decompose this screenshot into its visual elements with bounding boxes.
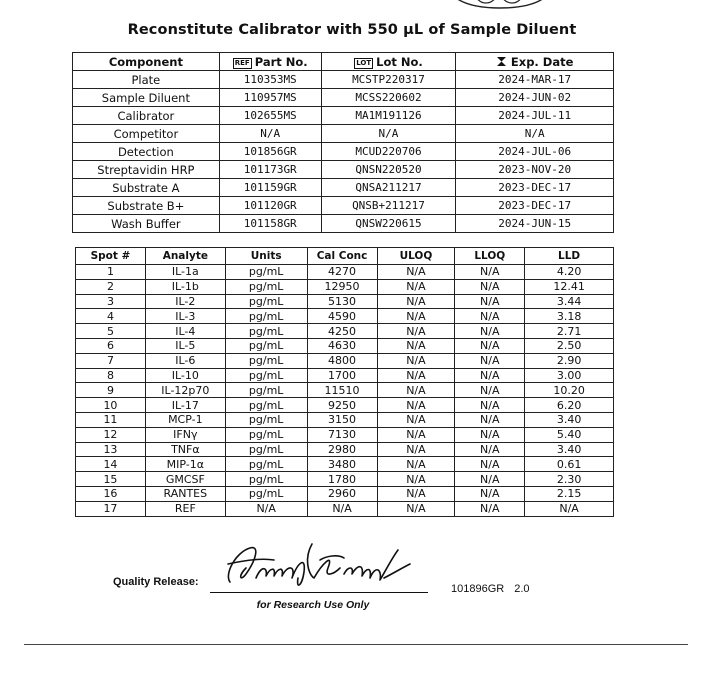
signature-line	[210, 592, 428, 593]
cal-conc: 4270	[307, 265, 377, 280]
header-analyte: Analyte	[145, 248, 225, 265]
lloq: N/A	[455, 338, 525, 353]
analyte-name: IL-2	[145, 294, 225, 309]
analyte-row	[76, 427, 614, 442]
analyte-row	[76, 472, 614, 487]
header-lot-label: Lot No.	[376, 54, 423, 69]
analyte-row	[76, 353, 614, 368]
uloq: N/A	[377, 353, 455, 368]
units: pg/mL	[225, 265, 307, 280]
analyte-row	[76, 368, 614, 383]
uloq: N/A	[377, 309, 455, 324]
header-lloq: LLOQ	[455, 248, 525, 265]
lot-number: MA1M191126	[321, 107, 456, 125]
lld: 2.90	[525, 353, 614, 368]
lot-number: QNSA211217	[321, 179, 456, 197]
expiry-date: 2024-JUN-15	[456, 215, 614, 233]
lld: 10.20	[525, 383, 614, 398]
lloq: N/A	[455, 368, 525, 383]
part-number: 101173GR	[219, 161, 321, 179]
uloq: N/A	[377, 338, 455, 353]
spot-number: 1	[76, 265, 146, 280]
header-units: Units	[225, 248, 307, 265]
units: pg/mL	[225, 338, 307, 353]
analyte-name: IL-6	[145, 353, 225, 368]
analyte-row	[76, 279, 614, 294]
uloq: N/A	[377, 294, 455, 309]
component-row	[73, 215, 614, 233]
component-row	[73, 71, 614, 89]
spot-number: 15	[76, 472, 146, 487]
document-code	[451, 583, 530, 595]
spot-number: 10	[76, 398, 146, 413]
spot-number: 13	[76, 442, 146, 457]
uloq: N/A	[377, 442, 455, 457]
spot-number: 17	[76, 501, 146, 516]
lld: 3.00	[525, 368, 614, 383]
lld: 2.71	[525, 324, 614, 339]
header-spot: Spot #	[76, 248, 146, 265]
part-number: 102655MS	[219, 107, 321, 125]
analyte-name: IL-12p70	[145, 383, 225, 398]
component-name: Sample Diluent	[73, 89, 220, 107]
units: N/A	[225, 501, 307, 516]
cal-conc: 3150	[307, 412, 377, 427]
lloq: N/A	[455, 324, 525, 339]
uloq: N/A	[377, 472, 455, 487]
lot-number: MCSTP220317	[321, 71, 456, 89]
header-component: Component	[73, 53, 220, 71]
lld: 3.44	[525, 294, 614, 309]
spot-number: 11	[76, 412, 146, 427]
lot-number: QNSB+211217	[321, 197, 456, 215]
units: pg/mL	[225, 353, 307, 368]
analyte-name: IL-17	[145, 398, 225, 413]
expiry-date: 2024-JUL-06	[456, 143, 614, 161]
analyte-name: RANTES	[145, 486, 225, 501]
analyte-name: GMCSF	[145, 472, 225, 487]
cal-conc: 2980	[307, 442, 377, 457]
spot-number: 5	[76, 324, 146, 339]
part-number: 101120GR	[219, 197, 321, 215]
component-name: Streptavidin HRP	[73, 161, 220, 179]
lloq: N/A	[455, 442, 525, 457]
units: pg/mL	[225, 368, 307, 383]
analyte-name: MCP-1	[145, 412, 225, 427]
analyte-name: IL-3	[145, 309, 225, 324]
expiry-date: 2023-DEC-17	[456, 179, 614, 197]
lloq: N/A	[455, 472, 525, 487]
spot-number: 12	[76, 427, 146, 442]
units: pg/mL	[225, 383, 307, 398]
components-header-row	[73, 53, 614, 71]
header-exp-date	[456, 53, 614, 71]
lld: 2.50	[525, 338, 614, 353]
header-lot-no	[321, 53, 456, 71]
seal-icon	[440, 0, 560, 10]
analyte-name: REF	[145, 501, 225, 516]
expiry-date: 2024-JUN-02	[456, 89, 614, 107]
analyte-row	[76, 457, 614, 472]
spot-number: 2	[76, 279, 146, 294]
analyte-name: IL-5	[145, 338, 225, 353]
component-name: Competitor	[73, 125, 220, 143]
spot-number: 14	[76, 457, 146, 472]
lloq: N/A	[455, 412, 525, 427]
cal-conc: N/A	[307, 501, 377, 516]
units: pg/mL	[225, 324, 307, 339]
document-number: 101896GR	[451, 583, 505, 595]
lloq: N/A	[455, 383, 525, 398]
units: pg/mL	[225, 412, 307, 427]
spot-number: 6	[76, 338, 146, 353]
hourglass-icon	[496, 56, 507, 67]
units: pg/mL	[225, 279, 307, 294]
analyte-row	[76, 265, 614, 280]
lot-number: QNSN220520	[321, 161, 456, 179]
lld: 2.15	[525, 486, 614, 501]
lld: 6.20	[525, 398, 614, 413]
analyte-row	[76, 338, 614, 353]
cal-conc: 12950	[307, 279, 377, 294]
units: pg/mL	[225, 309, 307, 324]
cal-conc: 9250	[307, 398, 377, 413]
lloq: N/A	[455, 353, 525, 368]
spot-number: 8	[76, 368, 146, 383]
component-row	[73, 161, 614, 179]
component-name: Wash Buffer	[73, 215, 220, 233]
spot-number: 4	[76, 309, 146, 324]
uloq: N/A	[377, 486, 455, 501]
analytes-header-row	[76, 248, 614, 265]
uloq: N/A	[377, 427, 455, 442]
uloq: N/A	[377, 368, 455, 383]
lloq: N/A	[455, 501, 525, 516]
lld: 2.30	[525, 472, 614, 487]
cal-conc: 5130	[307, 294, 377, 309]
components-table	[72, 52, 614, 233]
lloq: N/A	[455, 279, 525, 294]
units: pg/mL	[225, 427, 307, 442]
lloq: N/A	[455, 398, 525, 413]
lot-number: QNSW220615	[321, 215, 456, 233]
quality-release-label: Quality Release:	[113, 576, 199, 588]
analyte-row	[76, 398, 614, 413]
spot-number: 16	[76, 486, 146, 501]
analyte-name: MIP-1α	[145, 457, 225, 472]
component-row	[73, 125, 614, 143]
header-uloq: ULOQ	[377, 248, 455, 265]
uloq: N/A	[377, 412, 455, 427]
component-row	[73, 107, 614, 125]
spot-number: 9	[76, 383, 146, 398]
uloq: N/A	[377, 501, 455, 516]
component-row	[73, 89, 614, 107]
header-part-no	[219, 53, 321, 71]
part-number: 101159GR	[219, 179, 321, 197]
units: pg/mL	[225, 294, 307, 309]
part-number: 110957MS	[219, 89, 321, 107]
analyte-row	[76, 501, 614, 516]
research-use-note	[0, 599, 626, 611]
signature-mark	[216, 534, 416, 594]
uloq: N/A	[377, 265, 455, 280]
analyte-name: IL-1b	[145, 279, 225, 294]
lloq: N/A	[455, 457, 525, 472]
units: pg/mL	[225, 442, 307, 457]
lld: 12.41	[525, 279, 614, 294]
header-part-label: Part No.	[254, 54, 308, 69]
lld: 4.20	[525, 265, 614, 280]
lloq: N/A	[455, 486, 525, 501]
lld: 5.40	[525, 427, 614, 442]
uloq: N/A	[377, 457, 455, 472]
analyte-name: IL-4	[145, 324, 225, 339]
units: pg/mL	[225, 457, 307, 472]
spot-number: 7	[76, 353, 146, 368]
lot-number: MCSS220602	[321, 89, 456, 107]
lld: N/A	[525, 501, 614, 516]
expiry-date: 2024-MAR-17	[456, 71, 614, 89]
header-lld: LLD	[525, 248, 614, 265]
analyte-name: IL-10	[145, 368, 225, 383]
page-bottom-rule	[24, 644, 688, 645]
document-version: 2.0	[514, 583, 530, 595]
lld: 3.40	[525, 412, 614, 427]
cal-conc: 11510	[307, 383, 377, 398]
expiry-date: 2023-DEC-17	[456, 197, 614, 215]
spot-number: 3	[76, 294, 146, 309]
part-number: 110353MS	[219, 71, 321, 89]
expiry-date: N/A	[456, 125, 614, 143]
cal-conc: 7130	[307, 427, 377, 442]
lloq: N/A	[455, 427, 525, 442]
component-name: Substrate B+	[73, 197, 220, 215]
cal-conc: 4800	[307, 353, 377, 368]
component-name: Plate	[73, 71, 220, 89]
cal-conc: 1780	[307, 472, 377, 487]
lloq: N/A	[455, 294, 525, 309]
analyte-row	[76, 383, 614, 398]
analyte-row	[76, 294, 614, 309]
analyte-row	[76, 412, 614, 427]
component-name: Substrate A	[73, 179, 220, 197]
analyte-name: IFNγ	[145, 427, 225, 442]
lloq: N/A	[455, 309, 525, 324]
lot-number: N/A	[321, 125, 456, 143]
research-use-text: for Research Use Only	[256, 599, 370, 611]
component-row	[73, 197, 614, 215]
cal-conc: 4250	[307, 324, 377, 339]
part-number: 101856GR	[219, 143, 321, 161]
cal-conc: 4590	[307, 309, 377, 324]
uloq: N/A	[377, 398, 455, 413]
part-number: 101158GR	[219, 215, 321, 233]
analyte-name: IL-1a	[145, 265, 225, 280]
analyte-name: TNFα	[145, 442, 225, 457]
units: pg/mL	[225, 398, 307, 413]
lld: 3.18	[525, 309, 614, 324]
lloq: N/A	[455, 265, 525, 280]
component-name: Detection	[73, 143, 220, 161]
page-title: Reconstitute Calibrator with 550 µL of Sample Diluent	[127, 22, 577, 38]
analyte-row	[76, 309, 614, 324]
lot-badge: LOT	[356, 58, 372, 67]
lld: 3.40	[525, 442, 614, 457]
ref-badge: REF	[234, 58, 250, 67]
cal-conc: 2960	[307, 486, 377, 501]
lot-number: MCUD220706	[321, 143, 456, 161]
units: pg/mL	[225, 486, 307, 501]
expiry-date: 2024-JUL-11	[456, 107, 614, 125]
cal-conc: 3480	[307, 457, 377, 472]
component-row	[73, 179, 614, 197]
part-number: N/A	[219, 125, 321, 143]
lld: 0.61	[525, 457, 614, 472]
analyte-row	[76, 486, 614, 501]
expiry-date: 2023-NOV-20	[456, 161, 614, 179]
uloq: N/A	[377, 279, 455, 294]
uloq: N/A	[377, 383, 455, 398]
analyte-row	[76, 324, 614, 339]
analyte-row	[76, 442, 614, 457]
header-cal-conc: Cal Conc	[307, 248, 377, 265]
units: pg/mL	[225, 472, 307, 487]
cal-conc: 4630	[307, 338, 377, 353]
component-row	[73, 143, 614, 161]
component-name: Calibrator	[73, 107, 220, 125]
analytes-table	[75, 247, 614, 517]
header-exp-label: Exp. Date	[510, 54, 574, 69]
cal-conc: 1700	[307, 368, 377, 383]
uloq: N/A	[377, 324, 455, 339]
